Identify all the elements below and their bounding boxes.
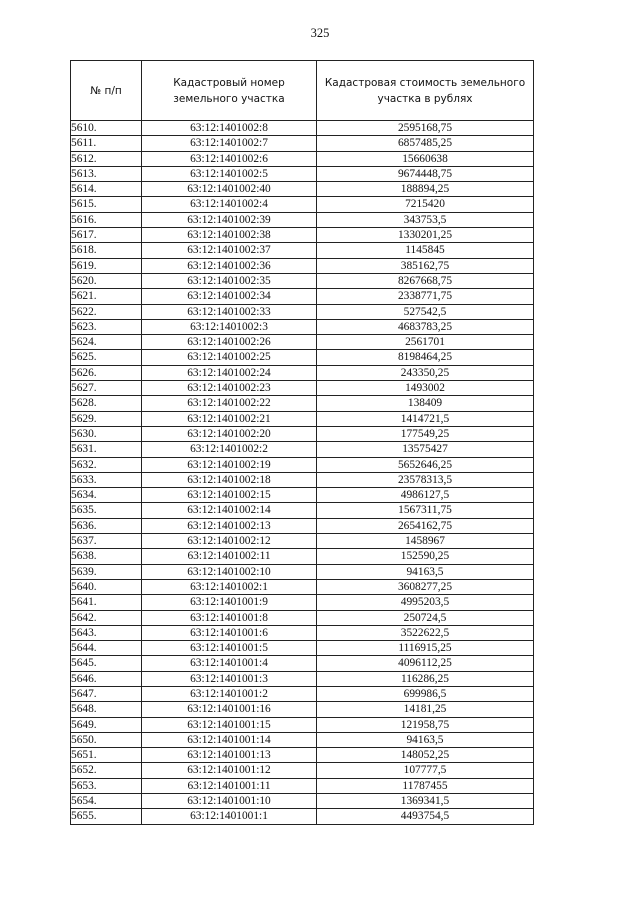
table-row	[71, 151, 534, 166]
cadastral-number: 63:12:1401002:19	[142, 457, 317, 472]
cadastral-value: 243350,25	[317, 365, 534, 380]
cadastral-number: 63:12:1401002:20	[142, 426, 317, 441]
table-header	[71, 61, 534, 121]
table-row	[71, 641, 534, 656]
cadastral-number: 63:12:1401002:35	[142, 273, 317, 288]
cadastral-value: 1458967	[317, 534, 534, 549]
row-number: 5643.	[71, 625, 142, 640]
table-row	[71, 212, 534, 227]
cadastral-value: 4995203,5	[317, 595, 534, 610]
cadastral-number: 63:12:1401002:18	[142, 472, 317, 487]
row-number: 5627.	[71, 381, 142, 396]
row-number: 5611.	[71, 136, 142, 151]
table-row	[71, 732, 534, 747]
cadastral-value: 23578313,5	[317, 472, 534, 487]
row-number: 5645.	[71, 656, 142, 671]
table-row	[71, 304, 534, 319]
cadastral-value: 116286,25	[317, 671, 534, 686]
cadastral-value: 1369341,5	[317, 794, 534, 809]
table-row	[71, 381, 534, 396]
cadastral-number: 63:12:1401002:11	[142, 549, 317, 564]
cadastral-value: 152590,25	[317, 549, 534, 564]
table-row	[71, 121, 534, 136]
table-row	[71, 549, 534, 564]
row-number: 5646.	[71, 671, 142, 686]
cadastral-value: 15660638	[317, 151, 534, 166]
cadastral-number: 63:12:1401002:8	[142, 121, 317, 136]
cadastral-value: 94163,5	[317, 564, 534, 579]
table-row	[71, 365, 534, 380]
cadastral-number: 63:12:1401002:13	[142, 518, 317, 533]
cadastral-value: 11787455	[317, 778, 534, 793]
row-number: 5640.	[71, 579, 142, 594]
table-row	[71, 778, 534, 793]
row-number: 5649.	[71, 717, 142, 732]
cadastral-value: 5652646,25	[317, 457, 534, 472]
table-row	[71, 809, 534, 824]
cadastral-number: 63:12:1401001:2	[142, 686, 317, 701]
row-number: 5641.	[71, 595, 142, 610]
row-number: 5615.	[71, 197, 142, 212]
cadastral-value: 94163,5	[317, 732, 534, 747]
row-number: 5655.	[71, 809, 142, 824]
table-row	[71, 702, 534, 717]
table-row	[71, 243, 534, 258]
table-row	[71, 686, 534, 701]
row-number: 5621.	[71, 289, 142, 304]
cadastral-number: 63:12:1401002:1	[142, 579, 317, 594]
cadastral-number: 63:12:1401002:3	[142, 319, 317, 334]
cadastral-value: 527542,5	[317, 304, 534, 319]
cadastral-value: 8198464,25	[317, 350, 534, 365]
table-row	[71, 656, 534, 671]
cadastral-number: 63:12:1401001:10	[142, 794, 317, 809]
cadastral-value-table	[70, 60, 534, 825]
row-number: 5622.	[71, 304, 142, 319]
table-row	[71, 396, 534, 411]
row-number: 5631.	[71, 442, 142, 457]
cadastral-value: 343753,5	[317, 212, 534, 227]
cadastral-value: 2561701	[317, 335, 534, 350]
cadastral-number: 63:12:1401002:37	[142, 243, 317, 258]
cadastral-value: 4493754,5	[317, 809, 534, 824]
cadastral-number: 63:12:1401002:10	[142, 564, 317, 579]
cadastral-number: 63:12:1401002:25	[142, 350, 317, 365]
table-row	[71, 579, 534, 594]
cadastral-number: 63:12:1401002:2	[142, 442, 317, 457]
table-row	[71, 197, 534, 212]
cadastral-value: 1116915,25	[317, 641, 534, 656]
cadastral-value: 1493002	[317, 381, 534, 396]
header-num: № п/п	[71, 61, 142, 121]
table-row	[71, 472, 534, 487]
cadastral-number: 63:12:1401002:12	[142, 534, 317, 549]
cadastral-value: 6857485,25	[317, 136, 534, 151]
row-number: 5612.	[71, 151, 142, 166]
table-row	[71, 671, 534, 686]
row-number: 5648.	[71, 702, 142, 717]
cadastral-number: 63:12:1401002:26	[142, 335, 317, 350]
table-row	[71, 273, 534, 288]
cadastral-number: 63:12:1401001:8	[142, 610, 317, 625]
cadastral-value: 1330201,25	[317, 228, 534, 243]
cadastral-number: 63:12:1401002:14	[142, 503, 317, 518]
row-number: 5642.	[71, 610, 142, 625]
table-row	[71, 228, 534, 243]
table-row	[71, 258, 534, 273]
cadastral-value: 1414721,5	[317, 411, 534, 426]
table-row	[71, 748, 534, 763]
table-row	[71, 534, 534, 549]
table-row	[71, 488, 534, 503]
row-number: 5625.	[71, 350, 142, 365]
cadastral-value: 4683783,25	[317, 319, 534, 334]
cadastral-number: 63:12:1401002:36	[142, 258, 317, 273]
row-number: 5624.	[71, 335, 142, 350]
row-number: 5639.	[71, 564, 142, 579]
table-row	[71, 763, 534, 778]
page-number: 325	[310, 26, 330, 40]
cadastral-number: 63:12:1401002:7	[142, 136, 317, 151]
table-row	[71, 411, 534, 426]
cadastral-number: 63:12:1401001:15	[142, 717, 317, 732]
row-number: 5638.	[71, 549, 142, 564]
row-number: 5644.	[71, 641, 142, 656]
table-row	[71, 350, 534, 365]
row-number: 5629.	[71, 411, 142, 426]
cadastral-value: 13575427	[317, 442, 534, 457]
row-number: 5635.	[71, 503, 142, 518]
row-number: 5633.	[71, 472, 142, 487]
cadastral-number: 63:12:1401002:40	[142, 182, 317, 197]
cadastral-number: 63:12:1401002:4	[142, 197, 317, 212]
cadastral-value: 385162,75	[317, 258, 534, 273]
cadastral-value: 148052,25	[317, 748, 534, 763]
cadastral-number: 63:12:1401001:14	[142, 732, 317, 747]
cadastral-value: 9674448,75	[317, 166, 534, 181]
cadastral-number: 63:12:1401002:39	[142, 212, 317, 227]
row-number: 5637.	[71, 534, 142, 549]
cadastral-value: 2595168,75	[317, 121, 534, 136]
cadastral-value: 4096112,25	[317, 656, 534, 671]
table-row	[71, 564, 534, 579]
cadastral-number: 63:12:1401002:6	[142, 151, 317, 166]
row-number: 5630.	[71, 426, 142, 441]
cadastral-value: 3522622,5	[317, 625, 534, 640]
table-row	[71, 182, 534, 197]
table-row	[71, 595, 534, 610]
cadastral-value: 188894,25	[317, 182, 534, 197]
cadastral-value: 2654162,75	[317, 518, 534, 533]
table-row	[71, 319, 534, 334]
table-row	[71, 289, 534, 304]
row-number: 5626.	[71, 365, 142, 380]
cadastral-number: 63:12:1401002:22	[142, 396, 317, 411]
cadastral-number: 63:12:1401001:5	[142, 641, 317, 656]
cadastral-value: 2338771,75	[317, 289, 534, 304]
row-number: 5618.	[71, 243, 142, 258]
table-row	[71, 442, 534, 457]
row-number: 5620.	[71, 273, 142, 288]
row-number: 5652.	[71, 763, 142, 778]
cadastral-value: 1145845	[317, 243, 534, 258]
table-row	[71, 166, 534, 181]
table-row	[71, 518, 534, 533]
cadastral-number: 63:12:1401001:4	[142, 656, 317, 671]
cadastral-number: 63:12:1401002:34	[142, 289, 317, 304]
cadastral-number: 63:12:1401001:16	[142, 702, 317, 717]
cadastral-value: 699986,5	[317, 686, 534, 701]
row-number: 5628.	[71, 396, 142, 411]
cadastral-value: 177549,25	[317, 426, 534, 441]
table-row	[71, 335, 534, 350]
cadastral-value: 8267668,75	[317, 273, 534, 288]
row-number: 5610.	[71, 121, 142, 136]
cadastral-value: 14181,25	[317, 702, 534, 717]
header-cadastral-value: Кадастровая стоимость земельного участка в рублях	[317, 61, 534, 121]
cadastral-number: 63:12:1401001:12	[142, 763, 317, 778]
row-number: 5613.	[71, 166, 142, 181]
row-number: 5654.	[71, 794, 142, 809]
cadastral-value: 107777,5	[317, 763, 534, 778]
cadastral-number: 63:12:1401002:33	[142, 304, 317, 319]
cadastral-number: 63:12:1401002:21	[142, 411, 317, 426]
cadastral-number: 63:12:1401001:11	[142, 778, 317, 793]
table-row	[71, 625, 534, 640]
row-number: 5634.	[71, 488, 142, 503]
cadastral-value: 3608277,25	[317, 579, 534, 594]
row-number: 5617.	[71, 228, 142, 243]
row-number: 5616.	[71, 212, 142, 227]
cadastral-value: 7215420	[317, 197, 534, 212]
row-number: 5614.	[71, 182, 142, 197]
cadastral-value: 1567311,75	[317, 503, 534, 518]
row-number: 5647.	[71, 686, 142, 701]
table-row	[71, 503, 534, 518]
table-row	[71, 610, 534, 625]
cadastral-number: 63:12:1401001:3	[142, 671, 317, 686]
cadastral-number: 63:12:1401001:1	[142, 809, 317, 824]
cadastral-number: 63:12:1401002:24	[142, 365, 317, 380]
row-number: 5636.	[71, 518, 142, 533]
header-cadastral-number: Кадастровый номер земельного участка	[142, 61, 317, 121]
cadastral-value: 121958,75	[317, 717, 534, 732]
cadastral-number: 63:12:1401002:23	[142, 381, 317, 396]
row-number: 5650.	[71, 732, 142, 747]
cadastral-number: 63:12:1401001:6	[142, 625, 317, 640]
row-number: 5623.	[71, 319, 142, 334]
table-row	[71, 794, 534, 809]
cadastral-number: 63:12:1401002:38	[142, 228, 317, 243]
row-number: 5651.	[71, 748, 142, 763]
cadastral-value: 250724,5	[317, 610, 534, 625]
table-body	[71, 121, 534, 825]
row-number: 5632.	[71, 457, 142, 472]
cadastral-number: 63:12:1401001:9	[142, 595, 317, 610]
header-row	[71, 61, 534, 121]
row-number: 5619.	[71, 258, 142, 273]
table-row	[71, 136, 534, 151]
cadastral-value: 4986127,5	[317, 488, 534, 503]
table-row	[71, 717, 534, 732]
cadastral-number: 63:12:1401001:13	[142, 748, 317, 763]
table-row	[71, 457, 534, 472]
cadastral-number: 63:12:1401002:5	[142, 166, 317, 181]
cadastral-value: 138409	[317, 396, 534, 411]
cadastral-number: 63:12:1401002:15	[142, 488, 317, 503]
table-row	[71, 426, 534, 441]
row-number: 5653.	[71, 778, 142, 793]
